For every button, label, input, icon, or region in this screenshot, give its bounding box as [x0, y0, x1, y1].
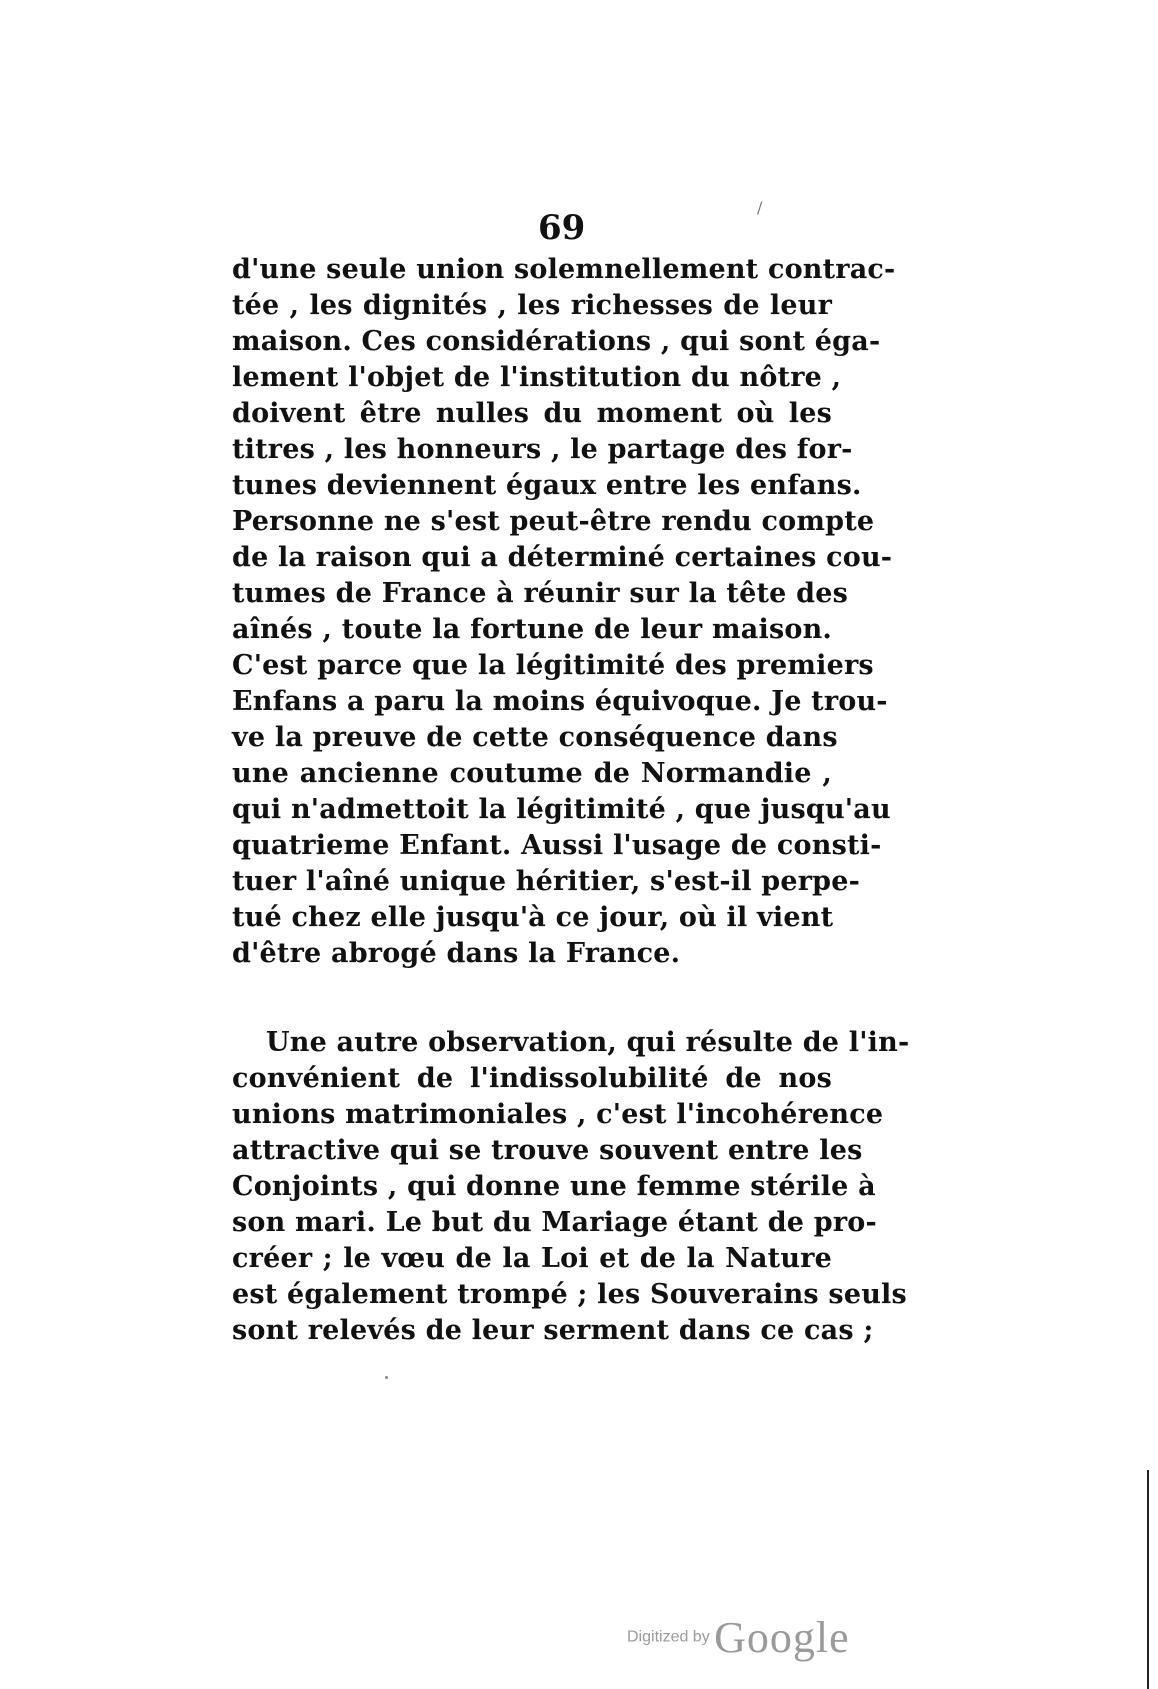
- paragraph-1: [232, 252, 896, 972]
- text-line: ve la preuve de cette conséquence dans: [232, 722, 838, 753]
- text-line: tée , les dignités , les richesses de leur: [232, 290, 832, 321]
- text-line: convénient de l'indissolubilité de nos: [232, 1063, 832, 1094]
- scan-mark: /: [757, 198, 763, 217]
- text-line: une ancienne coutume de Normandie ,: [232, 758, 832, 789]
- text-line: créer ; le vœu de la Loi et de la Nature: [232, 1243, 832, 1274]
- text-line: titres , les honneurs , le partage des for-: [232, 434, 853, 465]
- paragraph-2: [232, 1025, 910, 1349]
- google-logo: Google: [714, 1613, 850, 1662]
- text-line: quatrieme Enfant. Aussi l'usage de consti-: [232, 830, 882, 861]
- text-line: est également trompé ; les Souverains seuls: [232, 1279, 907, 1310]
- text-line: de la raison qui a déterminé certaines cou-: [232, 542, 893, 573]
- text-line: aînés , toute la fortune de leur maison.: [232, 614, 832, 645]
- text-line: unions matrimoniales , c'est l'incohérence: [232, 1099, 884, 1130]
- digitized-watermark: [627, 1612, 850, 1663]
- text-line: qui n'admettoit la légitimité , que jusqu'au: [232, 794, 891, 825]
- text-line: tumes de France à réunir sur la tête des: [232, 578, 848, 609]
- text-line: doivent être nulles du moment où les: [232, 398, 832, 429]
- text-line: lement l'objet de l'institution du nôtre ,: [232, 362, 842, 393]
- text-line: tuer l'aîné unique héritier, s'est-il perpe-: [232, 866, 861, 897]
- text-line: son mari. Le but du Mariage étant de pro-: [232, 1207, 877, 1238]
- text-line: d'une seule union solemnellement contrac-: [232, 254, 896, 285]
- text-line: attractive qui se trouve souvent entre les: [232, 1135, 863, 1166]
- watermark-prefix: Digitized by: [627, 1628, 710, 1646]
- text-line: Conjoints , qui donne une femme stérile à: [232, 1171, 876, 1202]
- text-line: sont relevés de leur serment dans ce cas ;: [232, 1315, 874, 1346]
- text-line: tunes deviennent égaux entre les enfans.: [232, 470, 862, 501]
- text-line: Enfans a paru la moins équivoque. Je trou-: [232, 686, 888, 717]
- text-line: maison. Ces considérations , qui sont éga-: [232, 326, 881, 357]
- text-line: d'être abrogé dans la France.: [232, 938, 681, 969]
- text-line: C'est parce que la légitimité des premiers: [232, 650, 874, 681]
- text-line: Une autre observation, qui résulte de l'in-: [266, 1027, 910, 1058]
- scan-speck: [385, 1376, 388, 1379]
- text-line: Personne ne s'est peut-être rendu compte: [232, 506, 875, 537]
- scan-edge-line: [1147, 1470, 1149, 1689]
- text-line: tué chez elle jusqu'à ce jour, où il vient: [232, 902, 834, 933]
- page-number: 69: [538, 208, 586, 248]
